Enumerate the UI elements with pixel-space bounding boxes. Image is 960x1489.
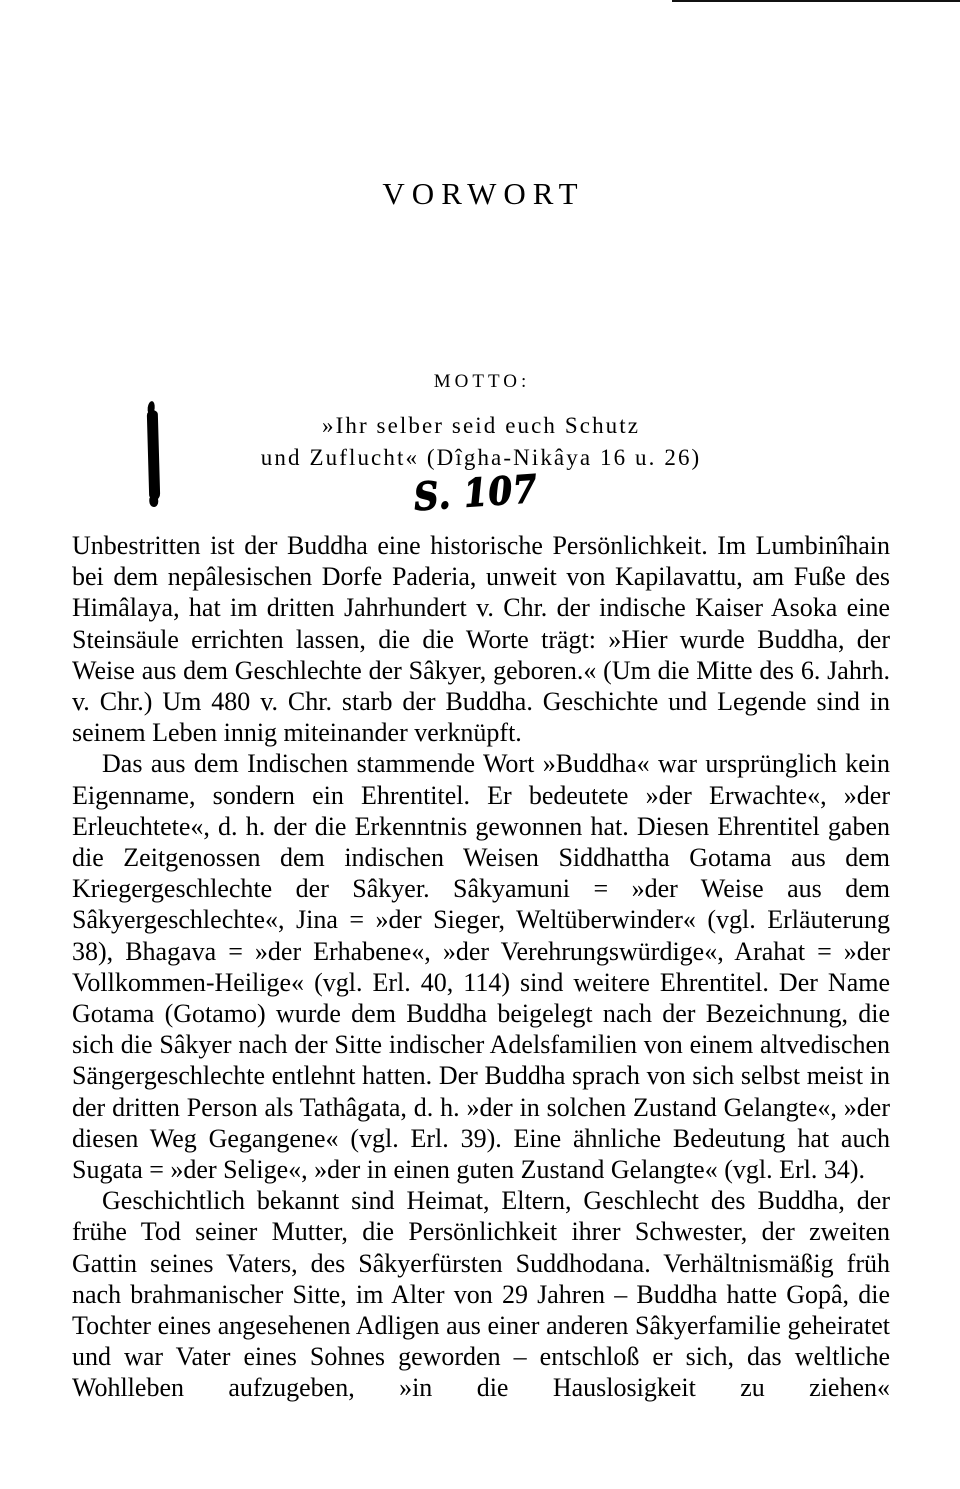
page-title: VORWORT <box>382 176 585 211</box>
paragraph-2: Das aus dem Indischen stammende Wort »Buddha« war ursprünglich kein Eigenname, sondern ein Ehrentitel. Er bedeutete »der Erwachte«, »der Erleuchtete«, d. h. der die Erkenntnis gewonnen hat. Diesen Ehrentitel gaben die Zeitgenossen dem indischen Weisen Siddhattha Gotama aus dem Kriegergeschlechte der Sâkyer. Sâkyamuni = »der Weise aus dem Sâkyergeschlechte«, Jina = »der Sieger, Weltüberwinder« (vgl. Erläuterung 38), Bhagava = »der Erhabene«, »der Verehrungswürdige«, Arahat = »der Vollkommen-Heilige« (vgl. Erl. 40, 114) sind weitere Ehrentitel. Der Name Gotama (Gotamo) wurde dem Buddha beigelegt nach der Bezeichnung, die sich die Sâkyer nach der Sitte indischer Adelsfamilien von einem altvedischen Sängergeschlechte entlehnt hatten. Der Buddha sprach von sich selbst meist in der dritten Person als Tathâgata, d. h. »der in solchen Zustand Gelangte«, »der diesen Weg Gegangene« (vgl. Erl. 39). Eine ähnliche Bedeutung hat auch Sugata = »der Selige«, »der in einen guten Zustand Gelangte« (vgl. Erl. 34). <box>72 749 890 1185</box>
motto-block <box>0 371 960 469</box>
paragraph-3: Geschichtlich bekannt sind Heimat, Eltern, Geschlecht des Buddha, der frühe Tod seiner Mutter, die Persönlichkeit ihrer Schwester, der zweiten Gattin seines Vaters, des Sâkyerfürsten Suddhodana. Verhältnismäßig früh nach brahmanischer Sitte, im Alter von 29 Jahren – Buddha hatte Gopâ, die Tochter eines angesehenen Adligen aus einer anderen Sâkyerfamilie geheiratet und war Vater eines Sohnes geworden – entschloß er sich, das weltliche Wohlleben aufzugeben, »in die Hauslosigkeit zu ziehen« <box>72 1186 890 1403</box>
body-text-column <box>72 530 890 1404</box>
motto-quote-line-2: und Zuflucht« (Dîgha-Nikâya 16 u. 26) <box>260 444 702 470</box>
scan-edge-artifact <box>672 0 960 2</box>
motto-quote-line-1: »Ihr selber seid euch Schutz <box>321 412 641 438</box>
handwritten-page-reference-annotation: S. 107 <box>412 467 540 521</box>
motto-label: MOTTO: <box>433 371 531 392</box>
paragraph-1: Unbestritten ist der Buddha eine historische Persönlichkeit. Im Lumbinîhain bei dem nepâlesischen Dorfe Paderia, unweit von Kapilavattu, am Fuße des Himâlaya, hat im dritten Jahrhundert v. Chr. der indische Kaiser Asoka eine Steinsäule errichten lassen, die die Worte trägt: »Hier wurde Buddha, der Weise aus dem Geschlechte der Sâkyer, geboren.« (Um die Mitte des 6. Jahrh. v. Chr.) Um 480 v. Chr. starb der Buddha. Geschichte und Legende sind in seinem Leben innig miteinander verknüpft. <box>72 531 890 748</box>
